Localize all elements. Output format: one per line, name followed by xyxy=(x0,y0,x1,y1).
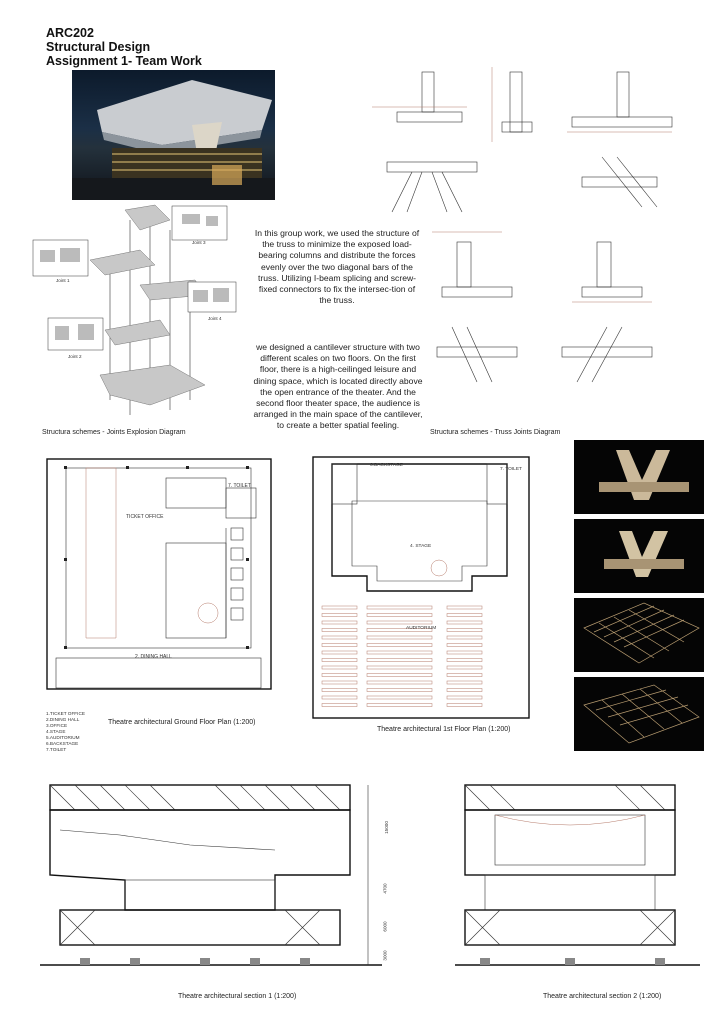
joint-4-label: Joint 4 xyxy=(208,316,222,321)
truss-joints-diagram xyxy=(372,62,672,432)
seat-row xyxy=(367,689,432,692)
seat-row xyxy=(322,689,357,692)
joint-2-label: Joint 2 xyxy=(68,354,82,359)
seat-row xyxy=(447,696,482,699)
assignment-name: Assignment 1- Team Work xyxy=(46,54,202,68)
explosion-caption: Structura schemes - Joints Explosion Diagram xyxy=(42,429,186,436)
seat-row xyxy=(322,659,357,662)
model-photo-1 xyxy=(574,440,704,514)
model-photo-2 xyxy=(574,519,704,593)
model-graphic-3 xyxy=(574,598,704,672)
legend-item: 6.BACKSTAGE xyxy=(46,741,79,746)
building-rendering xyxy=(72,70,275,200)
ground-floor-caption: Theatre architectural Ground Floor Plan (1:200) xyxy=(108,719,256,726)
backstage-label: 6.BACKSTAGE xyxy=(370,463,403,468)
legend-item: 5.AUDITORIUM xyxy=(46,735,80,740)
section-1-drawing xyxy=(40,780,382,990)
seat-row xyxy=(322,606,357,609)
legend-item: 1.TICKET OFFICE xyxy=(46,711,85,716)
seat-row xyxy=(322,636,357,639)
toilet-ground-label: 7. TOILET xyxy=(228,483,251,489)
seat-row xyxy=(447,651,482,654)
seat-row xyxy=(447,659,482,662)
section-1-caption: Theatre architectural section 1 (1:200) xyxy=(178,993,297,1000)
legend-item: 7.TOILET xyxy=(46,747,67,752)
model-graphic-4 xyxy=(574,677,704,751)
seat-row xyxy=(367,621,432,624)
dimension-6000: 6000 xyxy=(382,921,388,932)
model-photo-4 xyxy=(574,677,704,751)
section-2-drawing xyxy=(455,780,700,985)
dimension-15000: 15000 xyxy=(383,821,389,834)
rendering-graphic xyxy=(72,70,275,200)
seat-row xyxy=(447,621,482,624)
seat-row xyxy=(322,666,357,669)
seat-row xyxy=(322,674,357,677)
seat-row xyxy=(367,704,432,707)
dimension-3000: 3000 xyxy=(382,950,388,961)
seat-row xyxy=(447,689,482,692)
model-graphic-1 xyxy=(574,440,704,514)
seat-row xyxy=(447,674,482,677)
first-floor-caption: Theatre architectural 1st Floor Plan (1:200) xyxy=(377,726,511,733)
dimension-4700: 4700 xyxy=(382,883,388,894)
seat-row xyxy=(367,614,432,617)
seat-row xyxy=(447,606,482,609)
seat-row xyxy=(367,666,432,669)
auditorium-label: AUDITORIUM xyxy=(406,626,437,631)
seat-row xyxy=(367,681,432,684)
seat-row xyxy=(322,644,357,647)
seat-row xyxy=(367,674,432,677)
model-photo-3 xyxy=(574,598,704,672)
seat-row xyxy=(322,629,357,632)
seat-row xyxy=(322,704,357,707)
seat-row xyxy=(447,614,482,617)
seat-row xyxy=(447,644,482,647)
seat-row xyxy=(367,644,432,647)
seat-row xyxy=(447,629,482,632)
model-graphic-2 xyxy=(574,519,704,593)
legend-item: 2.DINING HALL xyxy=(46,717,80,722)
stage-label: 4. STAGE xyxy=(410,544,432,549)
seat-row xyxy=(367,606,432,609)
first-floor-plan xyxy=(312,456,530,719)
seat-row xyxy=(367,651,432,654)
seat-row xyxy=(322,651,357,654)
legend-item: 3.OFFICE xyxy=(46,723,68,728)
course-code: ARC202 xyxy=(46,26,94,40)
legend-item: 4.STAGE xyxy=(46,729,66,734)
section-2-caption: Theatre architectural section 2 (1:200) xyxy=(543,993,662,1000)
seat-row xyxy=(367,636,432,639)
course-name: Structural Design xyxy=(46,40,151,54)
seat-row xyxy=(367,659,432,662)
seat-row xyxy=(322,681,357,684)
cantilever-description: we designed a cantilever structure with two different scales on two floors. On the first floor, there is a high-ceilinged leisure and dining space, which is located directly above the open entrance of the theater. And the second floor theater space, the audience is arranged in the main space of the cantilever, to create a better spatial feeling. xyxy=(253,342,423,431)
seat-row xyxy=(447,636,482,639)
seat-row xyxy=(322,696,357,699)
joints-explosion-diagram xyxy=(30,200,240,425)
ticket-office-label: TICKET OFFICE xyxy=(126,514,164,520)
truss-description: In this group work, we used the structure of the truss to minimize the exposed load-bearing columns and distribute the forces evenly over the two diagonal bars of the truss. Utilizing I-beam splicing and screw-fixed connectors to fix the intersec-tion of the truss. xyxy=(254,228,420,306)
dining-hall-label: 2. DINING HALL xyxy=(135,654,172,660)
joint-1-label: Joint 1 xyxy=(56,278,70,283)
seat-row xyxy=(367,696,432,699)
poster-title xyxy=(46,26,202,68)
seat-row xyxy=(322,614,357,617)
room-legend xyxy=(46,711,85,753)
seat-row xyxy=(447,666,482,669)
seat-row xyxy=(447,704,482,707)
joint-3-label: Joint 3 xyxy=(192,240,206,245)
seat-row xyxy=(447,681,482,684)
toilet-first-label: 7. TOILET xyxy=(500,467,522,472)
seat-row xyxy=(322,621,357,624)
truss-caption: Structura schemes - Truss Joints Diagram xyxy=(430,429,561,436)
